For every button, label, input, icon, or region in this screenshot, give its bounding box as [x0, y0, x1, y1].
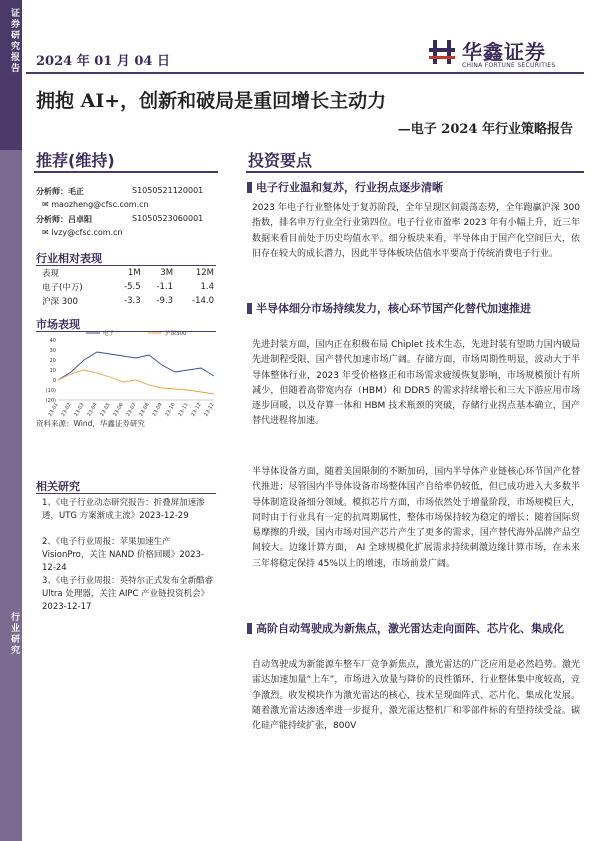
related-divider: [36, 493, 216, 494]
keypoint-heading: 高阶自动驾驶成为新焦点，激光雷达走向面阵、芯片化、集成化: [256, 620, 582, 637]
y-tick-label: 40: [49, 338, 56, 344]
table-cell: 1.4: [200, 282, 214, 292]
rating: 推荐(维持): [36, 151, 115, 170]
x-tick-label: 23-01: [47, 402, 60, 418]
mail-icon: ✉: [42, 228, 52, 237]
related-item[interactable]: 3、《电子行业周报：英特尔正式发布全新酷睿 Ultra 处理器，关注 AIPC 产业链投资机会》2023-12-17: [42, 576, 214, 612]
table-cell: -14.0: [192, 296, 214, 306]
performance-table: [40, 266, 216, 308]
keypoints-divider: [246, 171, 584, 173]
report-subtitle: —电子 2024 年行业策略报告: [397, 122, 573, 137]
keypoint-paragraph: 半导体设备方面，随着美国限制的不断加码，国内半导体产业链核心环节国产化替代推进；尽管国内半导体设备市场整体国产自给率仍较低，但已成功进入大多数半导体制造设备细分领域。模拟芯片方面，市场依然处于增量阶段，市场规模巨大，同时由于行业具有一定的抗周期属性，整体市场保持较为稳定的增长；随着国际贸易摩擦的升级，国内市场对国产芯片产生了更多的需求，国产替代海外品牌产品空间较大。边缘计算方面， AI 全球规模化扩展需求持续刺激边缘计算市场，在未来三年将稳定保持 45%以上的增速，市场前景广阔。: [252, 467, 580, 569]
x-tick-label: 23-12: [190, 402, 203, 418]
x-tick-label: 23-12: [203, 402, 216, 418]
x-tick-label: 23-05: [99, 402, 112, 418]
table-header-row: [40, 266, 216, 280]
table-header: 1M: [127, 268, 141, 278]
legend-label: 电子: [103, 331, 115, 337]
market-chart: [36, 328, 218, 426]
keypoint-paragraph: 先进封装方面，国内正在积极布局 Chiplet 技术生态，先进封装有望助力国内破局先进制程受限，国产替代加速市场广阔。存储方面，市场周期性明显，波动大于半导体整体行业，2023 年受价格修正和市场需求疲缓恢复影响，市场规模预计有所减少，但随着高带宽内存（HBM）和 DDR5 的需求持续增长和三大下游应用市场逐步回暖，以及存算一体和 HBM 技术瓶颈的突破，存储行业拐点基本确立，国产替代进程将加速。: [252, 340, 580, 427]
table-row: [40, 280, 216, 294]
keypoint-paragraph: 2023 年电子行业整体处于复苏阶段，全年呈现区间震荡态势，全年跑赢沪深 300 指数，排名申万行业全行业第四位。电子行业市盈率 2023 年有小幅上升，近三年数据来看目前处于历史均值水平。细分板块来看，半导体由于国产化空间巨大，依旧存在较大的成长潜力，因此半导体板块估值水平要高于传统消费电子行业。: [252, 203, 580, 259]
market-title: 市场表现: [36, 318, 80, 331]
section-marker: [247, 303, 252, 314]
table-cell: -3.3: [124, 296, 141, 306]
brand-logo-icon: [428, 38, 456, 66]
y-tick-label: 10: [49, 368, 56, 374]
analyst-2-email[interactable]: ✉ lvzy@cfsc.com.cn: [42, 228, 123, 237]
report-title: 拥抱 AI+，创新和破局是重回增长主动力: [36, 90, 387, 112]
keypoint-paragraph: 自动驾驶成为新能源车整车厂竞争新焦点，激光雷达的广泛应用是必然趋势。激光雷达加速加量“上车”，市场进入放量与降价的良性循环，行业整体集中度较高，竞争激烈。收发模块作为激光雷达的核心，技术呈现面阵式、芯片化、集成化发展。随着激光雷达渗透率进一步提升，激光雷达整机厂和零部件标的有望持续受益。碳化硅产能持续扩张，800V: [252, 660, 580, 732]
table-cell: -5.5: [124, 282, 141, 292]
table-header: 3M: [160, 268, 174, 278]
report-date: 2024 年 01 月 04 日: [36, 54, 170, 69]
x-tick-label: 23-07: [125, 402, 138, 418]
y-tick-label: 20: [49, 358, 56, 364]
analyst-2: 分析师：吕卓阳 S1050523060001: [36, 214, 204, 224]
header-divider: [26, 72, 584, 74]
x-tick-label: 23-04: [86, 402, 99, 418]
performance-title: 行业相对表现: [36, 252, 102, 265]
table-cell: -9.3: [156, 296, 174, 306]
table-header: 12M: [195, 268, 214, 278]
x-tick-label: 23-11: [177, 402, 190, 418]
side-label-top: 证券研究报告: [9, 8, 19, 74]
side-label-bottom: 行业研究: [9, 612, 19, 656]
y-tick-label: (10): [45, 388, 56, 394]
y-tick-label: 0: [52, 378, 56, 384]
brand-name-en: CHINA FORTUNE SECURITIES: [462, 62, 556, 69]
keypoints-heading: 投资要点: [248, 151, 313, 170]
rating-divider: [34, 171, 218, 173]
y-tick-label: 30: [49, 348, 56, 354]
keypoint-heading: 半导体细分市场持续发力，核心环节国产化替代加速推进: [256, 300, 582, 317]
analyst-1: 分析师：毛正 S1050521120001: [36, 186, 204, 196]
x-tick-label: 23-08: [138, 402, 151, 418]
table-header: 表现: [42, 269, 60, 279]
related-item[interactable]: 1、《电子行业动态研究报告：折叠屏加速渗透，UTG 方案渐成主流》2023-12-29: [42, 498, 205, 521]
brand-name: 华鑫证券: [462, 40, 546, 64]
analyst-1-email[interactable]: ✉ maozheng@cfsc.com.cn: [42, 200, 149, 209]
chart-source: 资料来源：Wind，华鑫证券研究: [36, 419, 145, 428]
series-line-0: [58, 352, 214, 380]
x-tick-label: 23-06: [112, 402, 125, 418]
x-tick-label: 23-10: [164, 402, 177, 418]
keypoint-heading: 电子行业温和复苏，行业拐点逐步清晰: [256, 179, 582, 196]
table-cell: -1.1: [156, 282, 174, 292]
x-tick-label: 23-09: [151, 402, 164, 418]
related-title: 相关研究: [36, 480, 80, 493]
mail-icon: ✉: [42, 200, 52, 209]
table-row: [40, 294, 216, 308]
table-cell: 沪深 300: [42, 297, 78, 307]
section-marker: [247, 623, 252, 634]
series-line-1: [58, 370, 214, 394]
x-tick-label: 23-02: [60, 402, 73, 418]
table-cell: 电子(中万): [42, 283, 83, 293]
related-item[interactable]: 2、《电子行业周报：苹果加速生产 VisionPro，关注 NAND 价格回暖》2023-12-24: [42, 537, 205, 573]
y-tick-label: (20): [45, 398, 56, 404]
section-marker: [247, 182, 252, 193]
x-tick-label: 23-03: [73, 402, 86, 418]
legend-label: 沪深300: [165, 331, 187, 337]
